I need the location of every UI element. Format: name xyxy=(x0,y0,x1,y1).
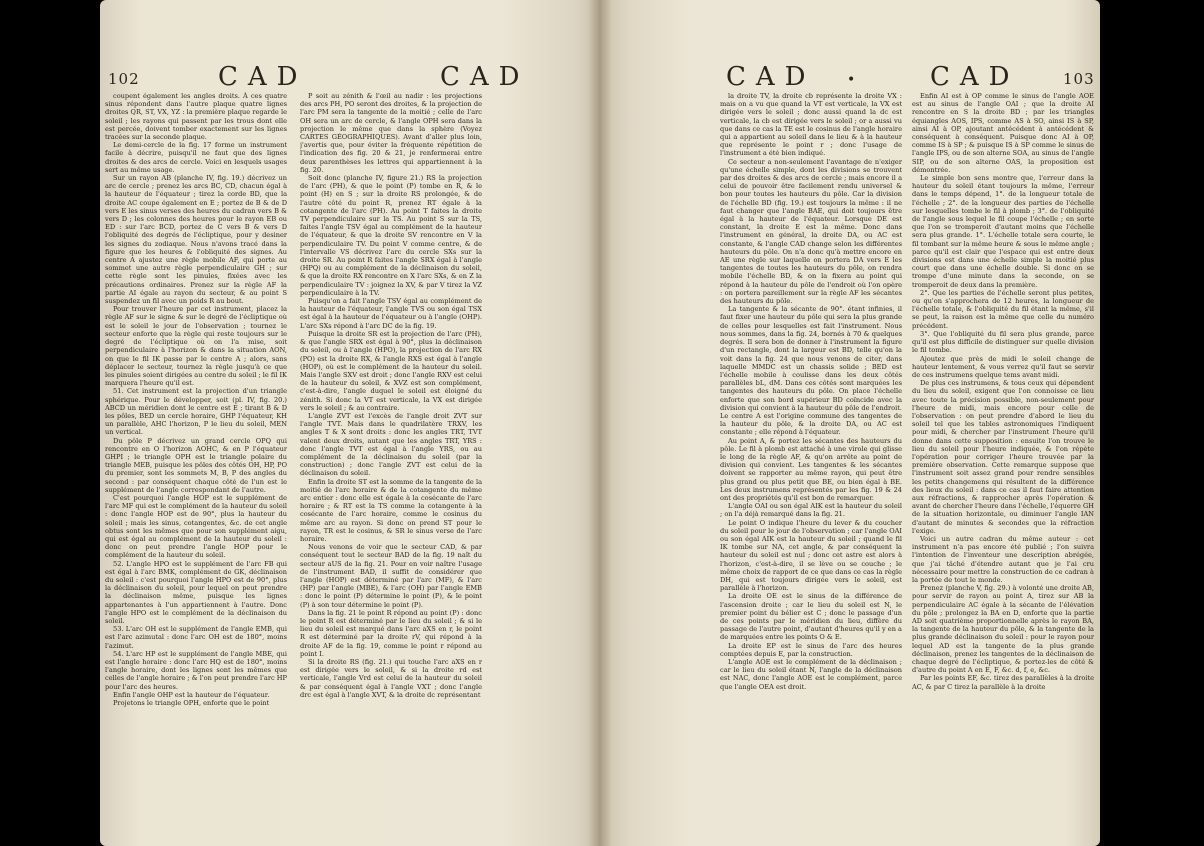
running-head-left-2: CAD xyxy=(440,62,530,92)
running-head-right-1: CAD xyxy=(726,62,816,92)
paragraph: Enfin l'angle OHP est la hauteur de l'équateur. xyxy=(113,690,270,699)
paragraph: Enfin AI est à OP comme le sinus de l'angle AOE est au sinus de l'angle OAI ; que la droite AI rencontre en S la droite BD ; par les triangles équiangles AOS, IPS, comme AS à SO, ainsi IS à SP, ainsi AI à OP, ajoutant antécédent à antécédent & conséquent à conséquent. Puisque donc AI à OP, comme IS à SP ; & puisque IS à SP comme le sinus de l'angle IPS, ou de son alterne SOA, au sinus de l'angle SIP, ou de son alterne OAS, la proposition est démontrée. xyxy=(912,92,1094,174)
paragraph: Par les points EF, &c. tirez des parallèles à la droite AC, & par C tirez la parallèle à la droite xyxy=(912,674,1094,691)
paragraph: C'est pourquoi l'angle HOP est le supplément de l'arc MF qui est le complément de la hauteur du soleil : donc l'angle HOP est de 90°, plus la hauteur du soleil ; mais les sinus, cotangentes, &c. de cet angle obtus sont les mêmes que pour son supplément aigu, qui est égal au complément de la hauteur du soleil : donc on peut prendre l'angle HOP pour le complément de la hauteur du soleil. xyxy=(105,493,287,560)
paragraph: La tangente & la sécante de 90°. étant infinies, il faut fixer une hauteur du pôle qui sera la plus grande de celles pour lesquelles est fait l'instrument. Nous nous sommes, dans la fig. 24, bornés à 70 & quelques degrés. Il sera bon de donner à l'instrument la figure d'un rectangle, dont la largeur est BD, telle qu'on la voit dans la fig. 24 que nous venons de citer, dans laquelle MMDC est un chassis solide ; BED est l'échelle mobile à coulisse dans les deux côtés parallèles bL, dM. Dans ces côtés sont marquées les tangentes des hauteurs du pôle. On place l'échelle enforte que son bord supérieur BD coïncide avec la division qui convient à la hauteur du pôle de l'endroit. Le centre A est l'origine commune des tangentes de la hauteur du pôle, & la droite DA, ou AC est constante ; elle répond à l'équateur. xyxy=(720,305,902,437)
paragraph: Prenez (planche V, fig. 29.) à volonté une droite AB, pour servir de rayon au point A, tirez sur AB la perpendiculaire AC égale à la sécante de l'élévation du pôle ; prolongez la BA en D, enforte que la partie AD soit quatrième proportionnelle après le rayon BA, la tangente de la hauteur du pôle, & la tangente de la plus grande déclinaison du soleil : pour le rayon pour lequel AD est la tangente de la plus grande déclinaison, prenez les tangentes de la déclinaison de chaque degré de l'écliptique, & portez-les de côté & d'autre du point A en E, F, &c. d, f, e, &c. xyxy=(912,584,1094,675)
paragraph: Nous venons de voir que le secteur CAD, & par conséquent tout le secteur BAD de la fig. 19 naît du secteur aUS de la fig. 21. Pour en voir naître l'usage de l'instrument BAD, il suffit de considérer que l'angle (HOP) est déterminé par l'arc (MF), & l'arc (HP) par l'angle (MBE), & l'arc (OH) par l'angle EMB : donc le point (P) détermine le point (P), & le point (P) à son tour détermine le point (P). xyxy=(300,543,482,609)
paragraph: 53. L'arc OH est le supplément de l'angle EMB, qui est l'arc azimutal : donc l'arc OH est de 180°, moins l'azimut. xyxy=(105,625,287,650)
running-head-right-2: CAD xyxy=(930,62,1020,92)
left-column-2 xyxy=(300,92,482,812)
paragraph: 52. L'angle HPO est le supplément de l'arc FB qui est égal à l'arc BMK, complément de GK, déclinaison du soleil : c'est pourquoi l'angle HPO est de 90°, plus la déclinaison du soleil, pour lequel on peut prendre la déclinaison même, puisque les lignes appartenantes à l'un appartiennent à l'autre. Donc l'angle HPO est le complément de la déclinaison du soleil. xyxy=(105,559,287,625)
book-gutter xyxy=(588,0,612,846)
page-number-left: 102 xyxy=(108,70,140,88)
right-page xyxy=(600,0,1100,846)
paragraph: Ajoutez que près de midi le soleil change de hauteur lentement, & vous verrez qu'il faut se servir de ces instrumens quelque tems avant midi. xyxy=(912,354,1094,379)
paragraph: Projetons le triangle OPH, enforte que le point xyxy=(113,699,270,708)
paragraph: Le point O indique l'heure du lever & du coucher du soleil pour le jour de l'observation ; car l'angle OAI ou son égal AIK est la hauteur du soleil ; quand le fil IK tombe sur NA, cet angle, & par conséquent la hauteur du soleil est nul ; donc cet astre est alors à l'horizon, c'est-à-dire, il se lève ou se couche ; le même choix de rapport de ce que dans ce cas la règle DH, qui est toujours dirigée vers le soleil, est parallèle à l'horizon. xyxy=(720,518,902,593)
right-column-1 xyxy=(720,92,902,812)
right-column-2 xyxy=(912,92,1094,812)
paragraph: Au point A, & portez les sécantes des hauteurs du pôle. Le fil à plomb est attaché à une virole qui glisse le long de la règle AF, & qu'on arrête au point de division qui convient. Les tangentes & les sécantes doivent se rapporter au même rayon, qui peut être plus grand ou plus petit que BE, ou bien égal à BE. Les deux instrumens représentés par les fig. 19 & 24 ont des propriétés qu'il est bon de remarquer. xyxy=(720,436,902,502)
paragraph: Enfin la droite ST est la somme de la tangente de la moitié de l'arc horaire & de la cotangente du même arc entier : donc elle est égale à la cosécante de l'arc horaire ; & RT est la TS comme la cotangente à la cosécante de l'arc horaire, comme le cosinus du même arc au rayon. Si donc on prend ST pour le rayon, TR est le cosinus, & SR le sinus verse de l'arc horaire. xyxy=(300,477,482,543)
paragraph: 2°. Que les parties de l'échelle seront plus petites, ou qu'on s'approchera de 12 heures, la longueur de l'échelle totale, & l'obliquité du fil étant la même, s'il se peut, la raison est la même que celle du numéro précédent. xyxy=(912,288,1094,330)
ornament-dot: • xyxy=(847,72,856,88)
left-page xyxy=(100,0,600,846)
paragraph: Puisqu'on a fait l'angle TSV égal au complément de la hauteur de l'équateur, l'angle TVS ou son égal TSX est égal à la hauteur de l'équateur ou à l'angle (OHP). L'arc SXs répond à l'arc DC de la fig. 19. xyxy=(300,297,482,330)
paragraph: 54. L'arc HP est le supplément de l'angle MBE, qui est l'angle horaire : donc l'arc HQ est de 180°, moins l'angle horaire, dont les lignes sont les mêmes que celles de l'angle horaire ; & l'on peut prendre l'arc HP pour l'arc des heures. xyxy=(105,649,287,691)
paragraph: Le simple bon sens montre que, l'erreur dans la hauteur du soleil étant toujours la même, l'erreur dans le temps dépend, 1°. de la longueur totale de l'échelle ; 2°. de la longueur des parties de l'échelle sur lesquelles tombe le fil à plomb ; 3°. de l'obliquité de l'angle sous lequel le fil coupe l'échelle ; en sorte que l'on se tromperoit d'autant moins que l'échelle sera plus grande. 1°. L'échelle totale sera courte, le fil tombant sur la même heure & sous le même angle ; parce qu'il est clair que l'espace qui est entre deux divisions est dans une échelle simple la moitié plus court que dans une échelle double. Si donc on se trompe d'une minute dans la seconde, on se tromperoit de deux dans la première. xyxy=(912,174,1094,289)
paragraph: Pour trouver l'heure par cet instrument, placez la règle AF sur le signe & sur le degré de l'écliptique où est le soleil le jour de l'observation ; tournez le secteur enforte que la règle qui reste toujours sur le degré de l'écliptique où on l'a mise, soit perpendiculaire à l'horizon & dans la situation AON, on que le fil IK passe par le centre A ; alors, sans déplacer le secteur, tournez la règle jusqu'à ce que les pinules soient dirigées au centre du soleil ; le fil IK marquera l'heure qu'il est. xyxy=(105,305,287,388)
paragraph: 51. Cet instrument est la projection d'un triangle sphérique. Pour le développer, soit (pl. IV, fig. 20.) ABCD un méridien dont le centre est E ; tirant B & D les pôles, BED un cercle horaire, GHP l'équateur, KH un parallèle, AHC l'horizon, P le lieu du soleil, MEN un vertical. xyxy=(105,387,287,437)
paragraph: 3°. Que l'obliquité du fil sera plus grande, parce qu'il est plus difficile de distinguer sur quelle division le fil tombe. xyxy=(912,329,1094,355)
paragraph: Le demi-cercle de la fig. 17 forme un instrument facile à décrire, puisqu'il ne faut que des lignes droites & des arcs de cercle. Voici en lesquels usages sert au même usage. xyxy=(105,141,287,174)
paragraph: Du pôle P décrivez un grand cercle OPQ qui rencontre en O l'horizon AOHC, & en P l'équateur GHPI ; le triangle OPH est le triangle polaire du triangle MEB, puisque les pôles des côtés OH, HP, PO du premier, sont les sommets M, B, P des angles du second : par conséquent chaque côté de l'un est le supplément de l'angle correspondant de l'autre. xyxy=(105,436,287,494)
paragraph: Sur un rayon AB (planche IV, fig. 19.) décrivez un arc de cercle ; prenez les arcs BC, CD, chacun égal à la hauteur de l'équateur ; tirez la corde BD, que la droite AC coupe également en E ; portez de B & de D vers E les sinus verses des heures du cadran vers B & vers D ; les colonnes des heures pour le rayon EB ou ED : sur l'arc BCD, portez de C vers B & vers D l'obliquité des degrés de l'écliptique, pour y desiner les signes du zodiaque. Nous n'avons tracé dans la figure que les heures & l'obliquité des signes. Au centre A ajustez une règle mobile AF, qui porte au sommet une autre règle perpendiculaire GH ; sur cette règle sont les pinules, fixées avec les précautions ordinaires. Prenez sur la règle AF la partie AI égale au rayon du secteur, & au point S suspendez un fil avec un poids R au bout. xyxy=(105,174,287,306)
paragraph: La droite OE est le sinus de la différence de l'ascension droite ; car le lieu du soleil est N, le premier point du bélier est C ; donc le passage d'un de ces points par le méridien du lieu, diffère du passage de l'autre point, d'autant d'heures qu'il y en a de marquées entre les points O & E. xyxy=(720,592,902,642)
paragraph: L'angle ZVT est l'excès de l'angle droit ZVT sur l'angle TVT. Mais dans le quadrilatère TRXV, les angles T & X sont droits : donc les angles TRT, TVT valent deux droits, autant que les angles TRT, YRS : donc l'angle TVT est égal à l'angle YRS, ou au complément de la déclinaison du soleil (par la construction) ; donc l'angle ZVT est celui de la déclinaison du soleil. xyxy=(300,411,482,478)
paragraph: Puisque la droite SR est la projection de l'arc (PH), & que l'angle SRX est égal à 90°, plus la déclinaison du soleil, ou à l'angle (HPO), la projection de l'arc RX (PO) est la droite RX, & l'angle RXS est égal à l'angle (HOP), où est le complément de la hauteur du soleil. Mais l'angle SXV est droit ; donc l'angle RXV est celui de la hauteur du soleil, & XVZ est son complément, c'est-à-dire, l'angle duquel le soleil est éloigné du zénith. Si donc la VT est verticale, la VX est dirigée vers le soleil ; & au contraire. xyxy=(300,329,482,412)
paragraph: L'angle OAI ou son égal AIK est la hauteur du soleil ; on l'a déjà remarqué dans la fig. 21. xyxy=(720,502,902,519)
paragraph: Ce secteur a non-seulement l'avantage de n'exiger qu'une échelle simple, dont les divisions se trouvent par des droites & des arcs de cercle ; mais encore il a celui de pouvoir être facilement rendu universel & bon pour toutes les hauteurs du pôle. Car la division de l'échelle BD (fig. 19.) est toujours la même : il ne faut changer que l'angle BAE, qui doit toujours être égal à la hauteur de l'équateur. Lorsque DE est constant, la droite E est la même. Donc dans l'instrument en général, la droite DA, ou AC est constante, & l'angle CAD change selon les différentes hauteurs du pôle. On n'a donc qu'à mettre encore en AE une règle sur laquelle on portera DA vers E les tangentes de toutes les hauteurs du pôle, on rendra mobile l'échelle BD, & on la fixera au point qui répond à la hauteur du pôle de l'endroit où l'on opère : on portera pareillement sur la règle AF les sécantes des hauteurs du pôle. xyxy=(720,157,902,306)
page-number-right: 103 xyxy=(1063,70,1095,88)
running-head-left-1: CAD xyxy=(218,62,308,92)
book-spread xyxy=(100,0,1100,846)
paragraph: De plus ces instrumens, & tous ceux qui dépendent du lieu du soleil, exigent que l'on connoisse ce lieu avec toute la précision possible, non-seulement pour l'heure de midi, mais encore pour celle de l'observation : on peut prendre d'abord le lieu du soleil tel que les tables astronomiques l'indiquent pour midi, & chercher par l'instrument l'heure qu'il donne dans cette supposition : ensuite l'on trouve le lieu du soleil pour l'heure indiquée, & l'on répète l'opération pour corriger l'heure trouvée par la première observation. Cette remarque suppose que l'instrument soit assez grand pour rendre sensibles les petits changemens qui résultent de la différence des lieux du soleil : dans ce cas il faut faire attention aux réfractions, & rapprocher après l'opération & avant de chercher l'heure dans l'échelle, l'équerre GH de la situation horizontale, ou diminuer l'angle IAN d'autant de minutes & secondes que la réfraction l'exige. xyxy=(912,379,1094,535)
left-column-1 xyxy=(105,92,287,812)
paragraph: Soit donc (planche IV, figure 21.) RS la projection de l'arc (PH), & que le point (P) tombe en R, & le point (H) en S ; sur la droite RS prolongée, & de l'autre côté du point R, prenez RT égale à la cotangente de l'arc (PH). Au point T faites la droite TV perpendiculaire sur la TS. Au point S sur la TS, faites l'angle TSV égal au complément de la hauteur de l'équateur, & que la droite SV rencontre en V la perpendiculaire TV. Du point V comme centre, & de l'intervalle VS décrivez l'arc du cercle SXs sur la droite SR. Au point R faites l'angle SRX égal à l'angle (HPQ) ou au complément de la déclinaison du soleil, & que la droite RX rencontre en X l'arc SXs, & en Z la perpendiculaire TV : joignez la XV, & par V tirez la VZ perpendiculaire à la TV. xyxy=(300,174,482,297)
paragraph: L'angle AOE est le complément de la déclinaison ; car le lieu du soleil étant N, l'angle de la déclinaison est NAC, donc l'angle AOE est le complément, parce que l'angle OEA est droit. xyxy=(720,658,902,691)
paragraph: Si la droite RS (fig. 21.) qui touche l'arc aXS en r est dirigée vers le soleil, & si la droite rd est verticale, l'angle Vrd est celui de la hauteur du soleil & par conséquent égal à l'angle VXT ; donc l'angle drc est égal à l'angle XVT, & la droite dc représentant xyxy=(300,658,482,699)
paragraph: La droite EP est le sinus de l'arc des heures comptées depuis E, par la construction. xyxy=(720,641,902,658)
paragraph: P soit au zénith & l'œil au nadir : les projections des arcs PH, PO seront des droites, & la projection de l'arc PM sera la tangente de la moitié ; celle de l'arc OH sera un arc de cercle, & l'angle OPH sera dans la projection le même que dans la sphère (Voyez CARTES GÉOGRAPHIQUES). Avant d'aller plus loin, j'avertis que, pour éviter la fréquente répétition de l'indication des fig. 20 & 21, je renfermerai entre deux parenthèses les lettres qui appartiennent à la fig. 20. xyxy=(300,92,482,174)
paragraph: coupent également les angles droits. À ces quatre sinus répondent dans l'autre plaque quatre lignes droites QR, ST, VX, YZ : la première plaque regarde le soleil ; les rayons qui passent par les trous dont elle est percée, doivent tomber exactement sur les lignes tracées sur la seconde plaque. xyxy=(105,92,287,142)
paragraph: Voici un autre cadran du même auteur : cet instrument n'a pas encore été publié ; l'on suivra l'intention de l'inventeur une description abrégée, que j'ai tâché d'étendre autant que je l'ai cru nécessaire pour mettre la construction de ce cadran à la portée de tout le monde. xyxy=(912,534,1094,584)
paragraph: la droite TV, la droite cb représente la droite VX : mais on a vu que quand la VT est verticale, la VX est dirigée vers le soleil ; donc aussi quand la dc est verticale, la cb est dirigée vers le soleil ; or a aussi vu que dans ce cas la TE est le cosinus de l'angle horaire qui a appartient au soleil dans le lieu & à la hauteur que représente le point r ; donc l'usage de l'instrument a été bien indiqué. xyxy=(720,92,902,158)
paragraph: Dans la fig. 21 le point R répond au point (P) : donc le point R est déterminé par le lieu du soleil ; & si le lieu du soleil est marqué dans l'arc aXS en r, le point R est déterminé par la droite rV, qui répond à la droite AF de la fig. 19, comme le point r répond au point I. xyxy=(300,608,482,658)
